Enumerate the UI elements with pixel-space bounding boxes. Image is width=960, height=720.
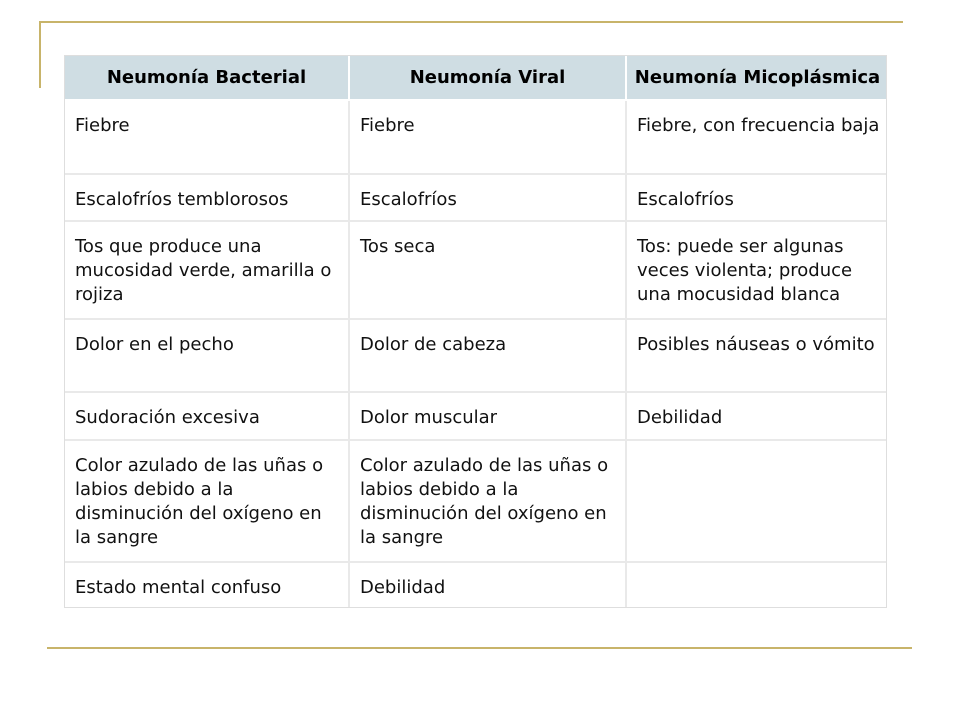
left-rule [39,21,41,88]
top-rule [39,21,903,23]
table-cell: Dolor muscular [349,392,626,440]
header-row [65,56,887,100]
table-row [65,100,887,174]
table-cell: Escalofríos temblorosos [65,174,349,221]
table-cell: Estado mental confuso [65,562,349,607]
table-cell: Tos que produce una mucosidad verde, amarilla o rojiza [65,221,349,319]
table-cell: Tos: puede ser algunas veces violenta; produce una mocusidad blanca [626,221,887,319]
table-cell: Fiebre [65,100,349,174]
table-cell: Color azulado de las uñas o labios debido a la disminución del oxígeno en la sangre [65,440,349,562]
table-cell: Dolor de cabeza [349,319,626,392]
table-cell: Sudoración excesiva [65,392,349,440]
table-cell: Fiebre [349,100,626,174]
table-row [65,221,887,319]
table-cell: Tos seca [349,221,626,319]
table-row [65,319,887,392]
table-cell: Color azulado de las uñas o labios debido a la disminución del oxígeno en la sangre [349,440,626,562]
table-row [65,562,887,607]
table-cell: Fiebre, con frecuencia baja [626,100,887,174]
table-cell: Escalofríos [349,174,626,221]
table-cell: Dolor en el pecho [65,319,349,392]
table-cell: Escalofríos [626,174,887,221]
table-cell [626,440,887,562]
table-row [65,174,887,221]
comparison-table-container [64,55,887,608]
table-cell: Debilidad [349,562,626,607]
table-cell: Debilidad [626,392,887,440]
bottom-rule [47,647,912,649]
header-mycoplasma: Neumonía Micoplásmica [626,56,887,100]
pneumonia-comparison-table [65,56,887,607]
table-cell [626,562,887,607]
header-viral: Neumonía Viral [349,56,626,100]
header-bacterial: Neumonía Bacterial [65,56,349,100]
table-row [65,392,887,440]
table-cell: Posibles náuseas o vómito [626,319,887,392]
table-row [65,440,887,562]
